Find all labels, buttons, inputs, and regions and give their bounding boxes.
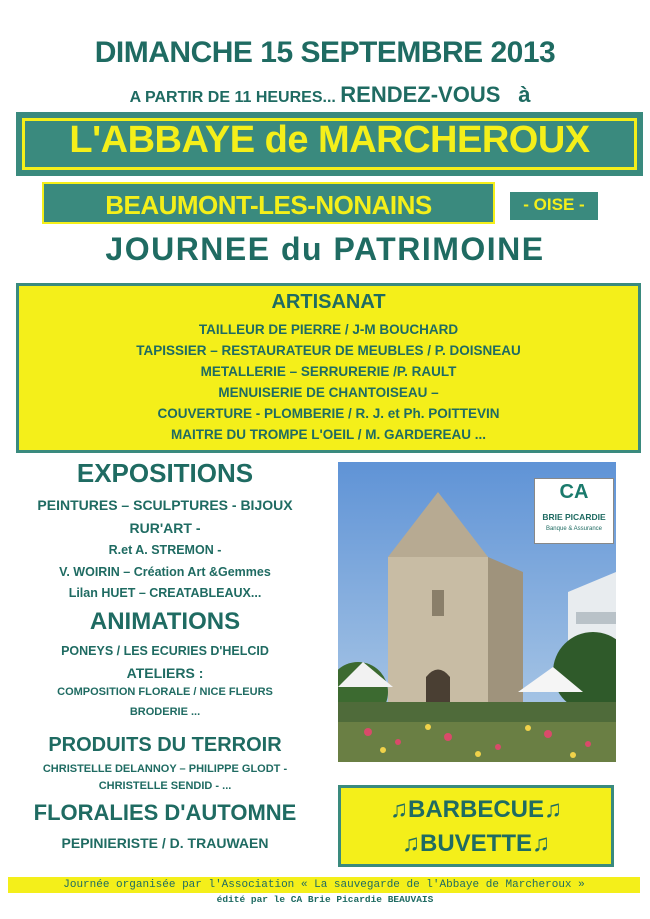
expositions-line: RUR'ART - xyxy=(129,520,201,536)
organizer-banner xyxy=(8,877,640,893)
floralies-title: FLORALIES D'AUTOMNE xyxy=(33,800,297,825)
event-name: JOURNEE du PATRIMOINE xyxy=(105,231,545,267)
expositions-line: R.et A. STREMON - xyxy=(108,543,222,557)
abbaye-banner xyxy=(16,112,643,176)
event-date: DIMANCHE 15 SEPTEMBRE 2013 xyxy=(94,36,556,69)
abbaye-title: L'ABBAYE de MARCHEROUX xyxy=(69,119,590,161)
town-name: BEAUMONT-LES-NONAINS xyxy=(105,190,432,220)
artisanat-box xyxy=(16,283,641,453)
expositions-title: EXPOSITIONS xyxy=(76,458,254,488)
atelier-line: COMPOSITION FLORALE / NICE FLEURS xyxy=(57,686,273,698)
time-line xyxy=(100,82,560,108)
buvette-text: ♫BUVETTE♫ xyxy=(401,830,550,857)
time-prefix: A PARTIR DE 11 HEURES... xyxy=(129,89,336,106)
artisanat-line: MAITRE DU TROMPE L'OEIL / M. GARDEREAU ... xyxy=(171,427,486,442)
expositions-line: V. WOIRIN – Création Art &Gemmes xyxy=(59,565,271,579)
artisanat-line: METALLERIE – SERRURERIE /P. RAULT xyxy=(200,364,457,379)
atelier-line: BRODERIE ... xyxy=(129,706,201,718)
produits-line: CHRISTELLE SENDID - ... xyxy=(98,780,232,792)
barbecue-text: ♫BARBECUE♫ xyxy=(389,796,562,823)
animations-title: ANIMATIONS xyxy=(89,608,241,635)
produits-line: CHRISTELLE DELANNOY – PHILIPPE GLODT - xyxy=(42,763,288,775)
artisanat-line: TAILLEUR DE PIERRE / J-M BOUCHARD xyxy=(198,322,459,337)
editor-text: édité par le CA Brie Picardie BEAUVAIS xyxy=(216,894,434,905)
department-banner xyxy=(510,192,598,220)
poneys-line: PONEYS / LES ECURIES D'HELCID xyxy=(61,644,269,658)
artisanat-title: ARTISANAT xyxy=(271,291,386,313)
expositions-line: PEINTURES – SCULPTURES - BIJOUX xyxy=(37,497,293,513)
ateliers-label: ATELIERS : xyxy=(126,665,204,681)
logo-name: BRIE PICARDIE xyxy=(542,512,606,522)
organizer-text: Journée organisée par l'Association « La sauvegarde de l'Abbaye de Marcheroux » xyxy=(63,879,585,891)
artisanat-line: COUVERTURE - PLOMBERIE / R. J. et Ph. POITTEVIN xyxy=(157,406,500,421)
catering-box xyxy=(338,785,614,867)
rendezvous-text: RENDEZ-VOUS xyxy=(340,82,501,107)
expositions-line: Lilan HUET – CREATABLEAUX... xyxy=(68,586,262,600)
artisanat-line: MENUISERIE DE CHANTOISEAU – xyxy=(218,385,439,400)
credit-agricole-logo xyxy=(534,478,614,544)
logo-mark: CA xyxy=(559,481,589,503)
a-text: à xyxy=(518,82,531,107)
floralies-line: PEPINIERISTE / D. TRAUWAEN xyxy=(61,835,269,851)
town-banner xyxy=(42,182,495,224)
artisanat-line: TAPISSIER – RESTAURATEUR DE MEUBLES / P. DOISNEAU xyxy=(136,343,521,358)
logo-tagline: Banque & Assurance xyxy=(545,526,603,532)
produits-title: PRODUITS DU TERROIR xyxy=(48,734,282,756)
department-name: - OISE - xyxy=(523,195,585,214)
